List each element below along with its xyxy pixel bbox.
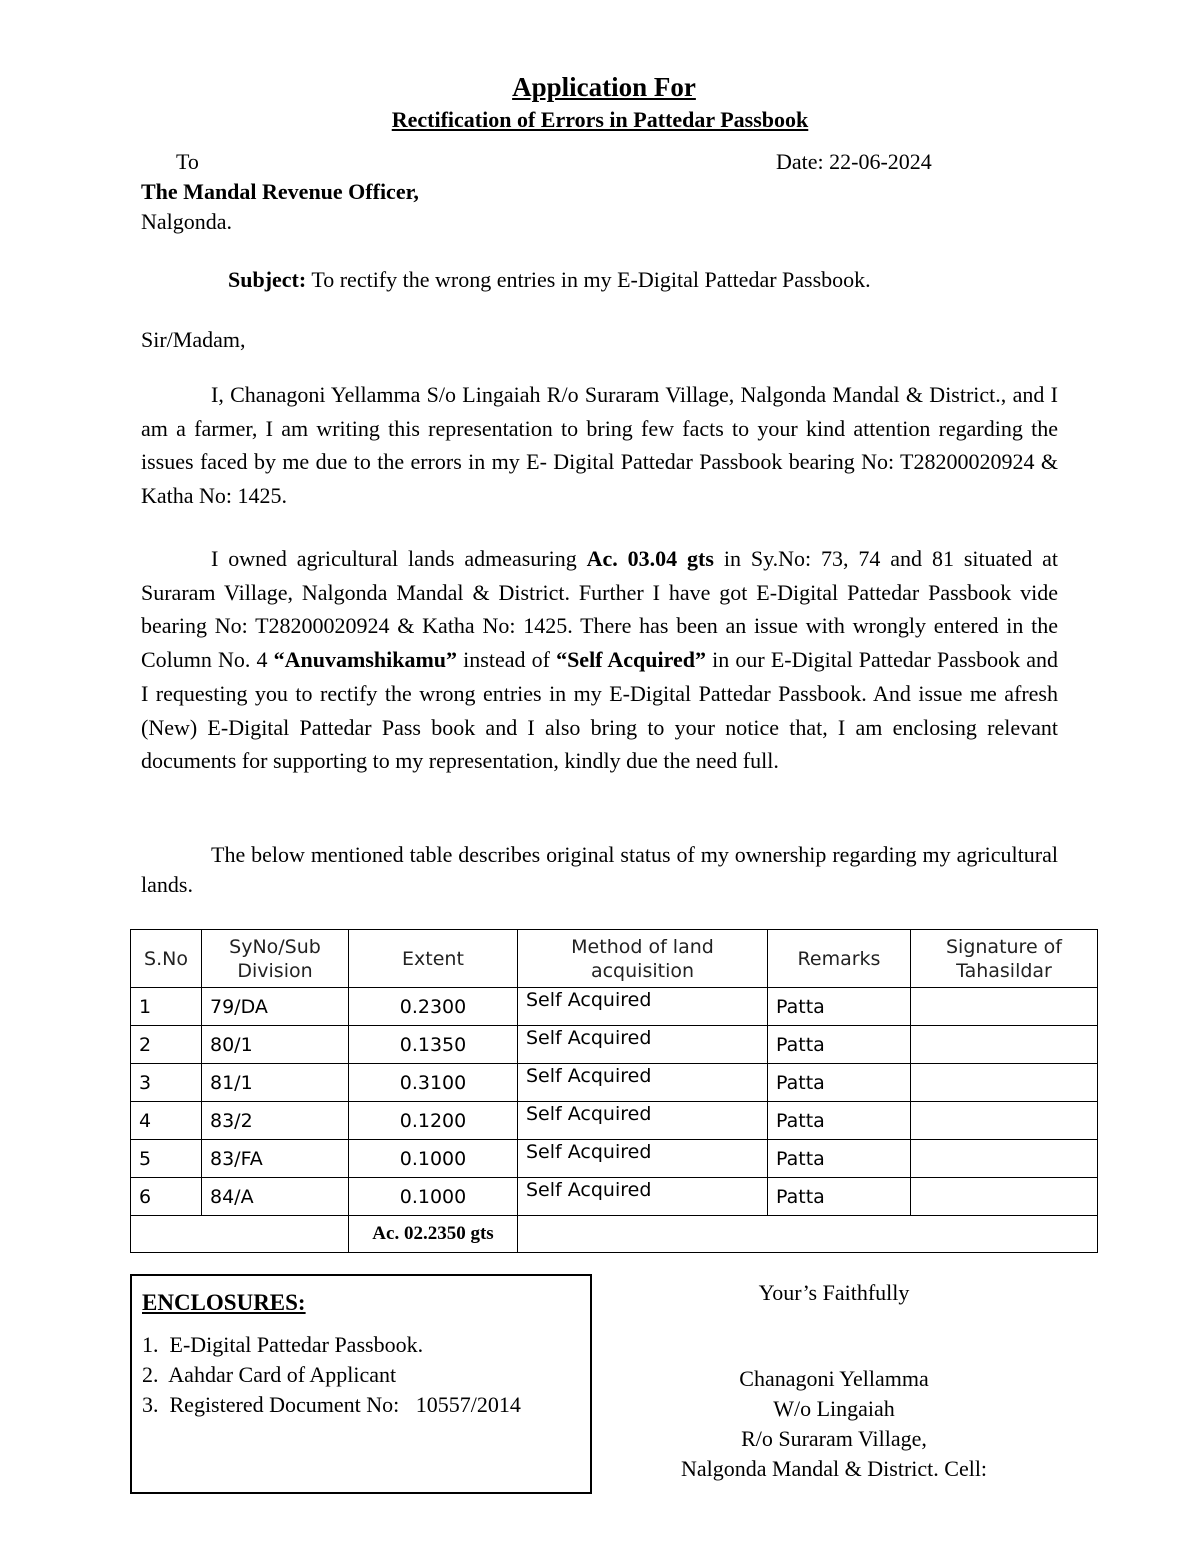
signatory-relation: W/o Lingaiah	[773, 1396, 895, 1421]
header-remarks: Remarks	[768, 930, 911, 988]
date: Date: 22-06-2024	[776, 149, 932, 174]
recipient-place: Nalgonda.	[141, 209, 233, 234]
total-blank-cell	[131, 1216, 349, 1253]
cell-signature	[911, 1026, 1098, 1064]
cell-sno: 5	[131, 1140, 202, 1178]
body-paragraph-3: The below mentioned table describes original status of my ownership regarding my agricultural lands.	[141, 842, 1058, 897]
cell-signature	[911, 1178, 1098, 1216]
table-total-row	[131, 1216, 1098, 1253]
cell-extent: 0.3100	[349, 1064, 518, 1102]
cell-remarks: Patta	[768, 1102, 911, 1140]
cell-sno: 1	[131, 988, 202, 1026]
table-header-row	[131, 930, 1098, 988]
para2-part-a: I owned agricultural lands admeasuring	[211, 546, 577, 571]
enclosures-title: ENCLOSURES:	[142, 1290, 306, 1315]
salutation: Sir/Madam,	[141, 327, 246, 352]
cell-method: Self Acquired	[518, 1140, 768, 1178]
cell-syno: 80/1	[202, 1026, 349, 1064]
total-blank-cell	[518, 1216, 1098, 1253]
cell-extent: 0.1000	[349, 1140, 518, 1178]
cell-remarks: Patta	[768, 1026, 911, 1064]
document-subtitle: Rectification of Errors in Pattedar Passbook	[391, 107, 809, 132]
enclosure-item: 1. E-Digital Pattedar Passbook.	[142, 1332, 424, 1357]
subject-label: Subject:	[228, 267, 307, 292]
cell-method: Self Acquired	[518, 1102, 768, 1140]
recipient: The Mandal Revenue Officer,	[141, 179, 419, 204]
cell-method: Self Acquired	[518, 1064, 768, 1102]
signatory-address: Nalgonda Mandal & District. Cell:	[680, 1456, 988, 1481]
cell-sno: 6	[131, 1178, 202, 1216]
cell-signature	[911, 988, 1098, 1026]
cell-syno: 83/FA	[202, 1140, 349, 1178]
para2-part-c: in Sy.No: 73, 74 and 81 situated at Suraram Village, Nalgonda Mandal & District. Further I have got E-Digital Pattedar Passbook vide bearing No: T28200020924 & Katha No: 1425. There has been an issue with wrongly entered in the Column No. 4	[141, 546, 1059, 673]
cell-extent: 0.2300	[349, 988, 518, 1026]
header-signature: Signature of Tahasildar	[911, 930, 1098, 988]
table-row	[131, 1102, 1098, 1140]
cell-syno: 83/2	[202, 1102, 349, 1140]
header-sno: S.No	[131, 930, 202, 988]
closing: Your’s Faithfully	[758, 1280, 910, 1305]
cell-signature	[911, 1102, 1098, 1140]
table-row	[131, 1178, 1098, 1216]
table-row	[131, 1064, 1098, 1102]
cell-method: Self Acquired	[518, 1178, 768, 1216]
body-paragraph-2	[141, 542, 1058, 778]
header-method: Method of land acquisition	[518, 930, 768, 988]
cell-sno: 2	[131, 1026, 202, 1064]
signatory-residence: R/o Suraram Village,	[741, 1426, 927, 1451]
correct-entry-bold: “Self Acquired”	[556, 647, 707, 673]
land-extent-bold: Ac. 03.04 gts	[586, 546, 714, 571]
cell-extent: 0.1350	[349, 1026, 518, 1064]
cell-syno: 79/DA	[202, 988, 349, 1026]
subject-line	[228, 268, 871, 292]
table-row	[131, 1140, 1098, 1178]
subject-text: To rectify the wrong entries in my E-Digital Pattedar Passbook.	[311, 267, 871, 292]
cell-syno: 84/A	[202, 1178, 349, 1216]
cell-remarks: Patta	[768, 1140, 911, 1178]
cell-extent: 0.1200	[349, 1102, 518, 1140]
cell-sno: 3	[131, 1064, 202, 1102]
table-row	[131, 988, 1098, 1026]
wrong-entry-bold: “Anuvamshikamu”	[273, 647, 458, 673]
cell-remarks: Patta	[768, 988, 911, 1026]
cell-signature	[911, 1140, 1098, 1178]
to-label: To	[176, 149, 199, 174]
enclosure-item: 3. Registered Document No: 10557/2014	[142, 1392, 521, 1417]
header-syno: SyNo/Sub Division	[202, 930, 349, 988]
cell-syno: 81/1	[202, 1064, 349, 1102]
para2-part-g: in our E-Digital Pattedar Passbook and I requesting you to rectify the wrong entries in my E-Digital Pattedar Passbook. And issue me afresh (New) E-Digital Pattedar Pass book and I also bring to your notice that, I am enclosing relevant documents for supporting to my representation, kindly due the need full.	[141, 647, 1059, 774]
cell-method: Self Acquired	[518, 988, 768, 1026]
enclosure-item: 2. Aahdar Card of Applicant	[142, 1362, 397, 1387]
cell-remarks: Patta	[768, 1178, 911, 1216]
header-extent: Extent	[349, 930, 518, 988]
cell-remarks: Patta	[768, 1064, 911, 1102]
para2-part-e: instead of	[463, 647, 550, 673]
land-table	[130, 929, 1098, 1253]
cell-signature	[911, 1064, 1098, 1102]
signatory-name: Chanagoni Yellamma	[739, 1366, 929, 1391]
cell-extent: 0.1000	[349, 1178, 518, 1216]
table-row	[131, 1026, 1098, 1064]
cell-sno: 4	[131, 1102, 202, 1140]
cell-method: Self Acquired	[518, 1026, 768, 1064]
document-title: Application For	[512, 72, 696, 102]
body-paragraph-1: I, Chanagoni Yellamma S/o Lingaiah R/o Suraram Village, Nalgonda Mandal & District., and I am a farmer, I am writing this representation to bring few facts to your kind attention regarding the issues faced by me due to the errors in my E- Digital Pattedar Passbook bearing No: T28200020924 & Katha No: 1425.	[141, 382, 1058, 509]
total-extent: Ac. 02.2350 gts	[349, 1216, 518, 1253]
